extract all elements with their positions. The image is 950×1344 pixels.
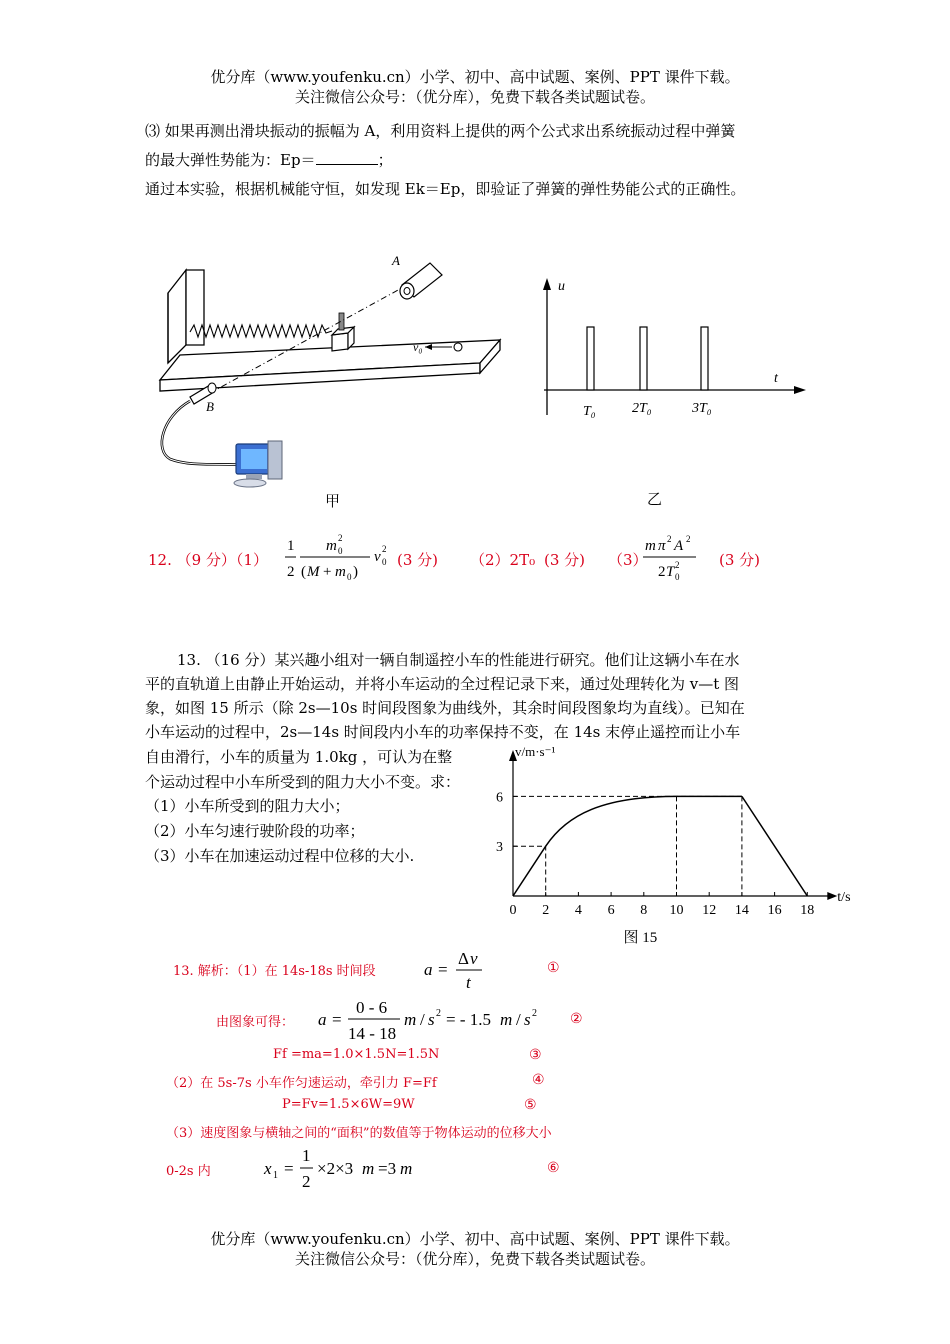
- q13-line-2: 平的直轨道上由静止开始运动，并将小车运动的全过程记录下来，通过处理转化为 v—t 图: [145, 675, 740, 693]
- svg-text:v: v: [470, 949, 478, 968]
- computer-icon: [234, 441, 282, 487]
- svg-text:2: 2: [338, 533, 343, 543]
- svg-text:2: 2: [658, 564, 666, 580]
- svg-text:a: a: [424, 960, 433, 979]
- figure-15-vt-chart: [490, 740, 860, 950]
- x-tick-label: 2: [542, 903, 550, 918]
- q11-part3-line1: ⑶ 如果再测出滑块振动的振幅为 A，利用资料上提供的两个公式求出系统振动过程中弹簧: [145, 122, 736, 140]
- solution13-line5: P=Fv=1.5×6W=9W: [282, 1097, 415, 1112]
- answer12-part2-score: (3 分): [544, 551, 586, 569]
- svg-text:2: 2: [675, 560, 680, 570]
- answer12-part3-score: (3 分): [719, 551, 761, 569]
- footer-line-1: 优分库（www.youfenku.cn）小学、初中、高中试题、案例、PPT 课件下载。: [210, 1230, 740, 1248]
- y-axis-label: v/m·s⁻¹: [515, 744, 556, 759]
- answer12-label: 12. （9 分）（1）: [148, 551, 268, 569]
- svg-text:Δ: Δ: [458, 949, 469, 968]
- svg-text:0: 0: [347, 572, 352, 582]
- y-tick-label: 6: [496, 790, 503, 806]
- answer-blank: [316, 150, 378, 165]
- answer12-part1-score: (3 分): [397, 551, 439, 569]
- svg-text:/: /: [420, 1010, 425, 1029]
- svg-text:= - 1.5: = - 1.5: [446, 1010, 491, 1029]
- svg-text:2: 2: [287, 564, 295, 580]
- q13-line-5: 自由滑行，小车的质量为 1.0kg ，可认为在整: [145, 748, 453, 766]
- svg-text:1: 1: [302, 1146, 311, 1165]
- q11-part3-line2: [145, 147, 393, 173]
- solution13-line6: （3）速度图象与横轴之间的“面积”的数值等于物体运动的位移大小: [166, 1126, 552, 1141]
- x-tick-label: 18: [800, 903, 815, 918]
- svg-text:0 - 6: 0 - 6: [356, 998, 388, 1017]
- x-tick-label: 8: [640, 903, 648, 918]
- header-line-2: 关注微信公众号：（优分库），免费下载各类试题试卷。: [294, 88, 655, 106]
- solution13-line4: （2）在 5s-7s 小车作匀速运动，牵引力 F=Ff: [166, 1076, 437, 1091]
- svg-text:=: =: [284, 1159, 294, 1178]
- svg-text:2: 2: [382, 544, 387, 554]
- svg-text:a: a: [318, 1010, 327, 1029]
- x-tick-label: 4: [574, 903, 582, 918]
- svg-text:π: π: [658, 538, 666, 554]
- answer12-part3-label: （3）: [608, 551, 648, 569]
- q13-line-8: （2）小车匀速行驶阶段的功率；: [145, 822, 365, 840]
- svg-text:0: 0: [338, 546, 343, 556]
- solution13-formula-a: [420, 946, 490, 996]
- svg-text:s: s: [524, 1010, 531, 1029]
- x-axis-arrow: [827, 892, 837, 900]
- svg-text:2: 2: [436, 1008, 441, 1019]
- figure-yi-caption: 乙: [647, 490, 663, 508]
- figure-jia-caption: 甲: [325, 492, 341, 510]
- q11-part3-line3: 通过本实验，根据机械能守恒，如发现 Ek＝Ep，即验证了弹簧的弹性势能公式的正确性。: [145, 180, 746, 198]
- q11-part3-line2-prefix: 的最大弹性势能为：Ep＝: [145, 151, 316, 169]
- solution13-formula-a-value: [314, 995, 554, 1047]
- solution13-num2: ②: [570, 1011, 583, 1027]
- svg-text:(: (: [301, 564, 306, 580]
- pulse-2: [640, 327, 647, 390]
- solution13-line3: Ff =ma=1.0×1.5N=1.5N: [273, 1047, 440, 1062]
- svg-text:t: t: [466, 973, 471, 992]
- svg-text:m: m: [645, 538, 656, 554]
- tick-T0: T₀: [583, 404, 596, 419]
- tick-2T0: 2T₀: [632, 401, 652, 416]
- x-tick-label: 10: [669, 903, 684, 918]
- x-tick-label: 12: [702, 903, 717, 918]
- x-tick-label: 14: [734, 903, 749, 918]
- svg-text:T: T: [666, 564, 675, 580]
- svg-text:m: m: [335, 564, 346, 580]
- figure-jia-apparatus: [150, 245, 520, 495]
- tick-3T0: 3T₀: [692, 401, 712, 416]
- label-B: B: [206, 399, 214, 414]
- x-tick-label: 0: [509, 903, 517, 918]
- svg-text:2: 2: [667, 534, 672, 544]
- svg-text:2: 2: [302, 1172, 311, 1191]
- solution13-num3: ③: [529, 1047, 542, 1063]
- q13-line-9: （3）小车在加速运动过程中位移的大小.: [145, 847, 415, 865]
- answer12-formula3: [641, 530, 705, 588]
- svg-text:2: 2: [532, 1008, 537, 1019]
- q11-part3-line2-suffix: ；: [377, 151, 393, 169]
- y-tick-label: 3: [496, 840, 503, 856]
- solution13-line2: 由图象可得：: [216, 1015, 295, 1030]
- solution13-line7: 0-2s 内: [166, 1164, 211, 1179]
- solution13-num1: ①: [547, 960, 560, 976]
- svg-text:/: /: [516, 1010, 521, 1029]
- axis-t-label: t: [774, 371, 778, 386]
- svg-text:0: 0: [382, 557, 387, 567]
- segment-curve: [546, 796, 677, 846]
- solution13-line1: 13. 解析：（1）在 14s-18s 时间段: [173, 964, 376, 979]
- svg-text:14 - 18: 14 - 18: [348, 1024, 397, 1043]
- label-A: A: [392, 253, 400, 268]
- svg-text:=3: =3: [378, 1159, 397, 1178]
- svg-text:+: +: [323, 564, 332, 580]
- solution13-num5: ⑤: [524, 1097, 537, 1113]
- figure-yi-pulse-graph: [530, 270, 820, 430]
- solution13-num6: ⑥: [547, 1160, 560, 1176]
- svg-text:1: 1: [287, 538, 295, 554]
- svg-text:m: m: [326, 538, 337, 554]
- answer12-formula1: [284, 530, 399, 588]
- answer12-part2: （2）2T₀: [470, 551, 536, 569]
- svg-text:m: m: [400, 1159, 413, 1178]
- svg-text:=: =: [438, 960, 448, 979]
- x-axis-label: t/s: [837, 890, 851, 905]
- q13-line-4: 小车运动的过程中，2s—14s 时间段内小车的功率保持不变，在 14s 末停止遥控而让小车: [145, 723, 741, 741]
- segment-accelerate: [513, 846, 546, 896]
- v0-label: v₀: [413, 340, 423, 354]
- x-tick-label: 16: [767, 903, 782, 918]
- footer-line-2: 关注微信公众号：（优分库），免费下载各类试题试卷。: [294, 1250, 655, 1268]
- svg-text:): ): [353, 564, 358, 580]
- x-tick-label: 6: [607, 903, 615, 918]
- svg-text:v: v: [374, 549, 381, 565]
- svg-text:m: m: [404, 1010, 417, 1029]
- svg-text:M: M: [307, 564, 320, 580]
- svg-text:1: 1: [273, 1170, 278, 1181]
- q13-line-1: 13. （16 分）某兴趣小组对一辆自制遥控小车的性能进行研究。他们让这辆小车在水: [177, 651, 740, 669]
- svg-text:2: 2: [686, 534, 691, 544]
- q13-line-3: 象，如图 15 所示（除 2s—10s 时间段图象为曲线外，其余时间段图象均为直线）。已知在: [145, 699, 745, 717]
- header-line-1: 优分库（www.youfenku.cn）小学、初中、高中试题、案例、PPT 课件下载。: [210, 68, 740, 86]
- segment-decelerate: [742, 796, 807, 896]
- svg-text:m: m: [362, 1159, 375, 1178]
- svg-text:m: m: [500, 1010, 513, 1029]
- pulse-1: [587, 327, 594, 390]
- svg-text:s: s: [428, 1010, 435, 1029]
- chart-title: 图 15: [623, 930, 658, 946]
- svg-text:A: A: [674, 538, 684, 554]
- pulse-3: [701, 327, 708, 390]
- svg-text:×2×3: ×2×3: [317, 1159, 354, 1178]
- svg-text:0: 0: [675, 572, 680, 582]
- solution13-formula-x1: [262, 1143, 432, 1195]
- solution13-num4: ④: [532, 1072, 545, 1088]
- svg-text:=: =: [332, 1010, 342, 1029]
- q13-line-7: （1）小车所受到的阻力大小；: [145, 797, 350, 815]
- axis-u-label: u: [558, 279, 565, 294]
- svg-text:x: x: [264, 1159, 272, 1178]
- q13-line-6: 个运动过程中小车所受到的阻力大小不变。求：: [145, 773, 461, 791]
